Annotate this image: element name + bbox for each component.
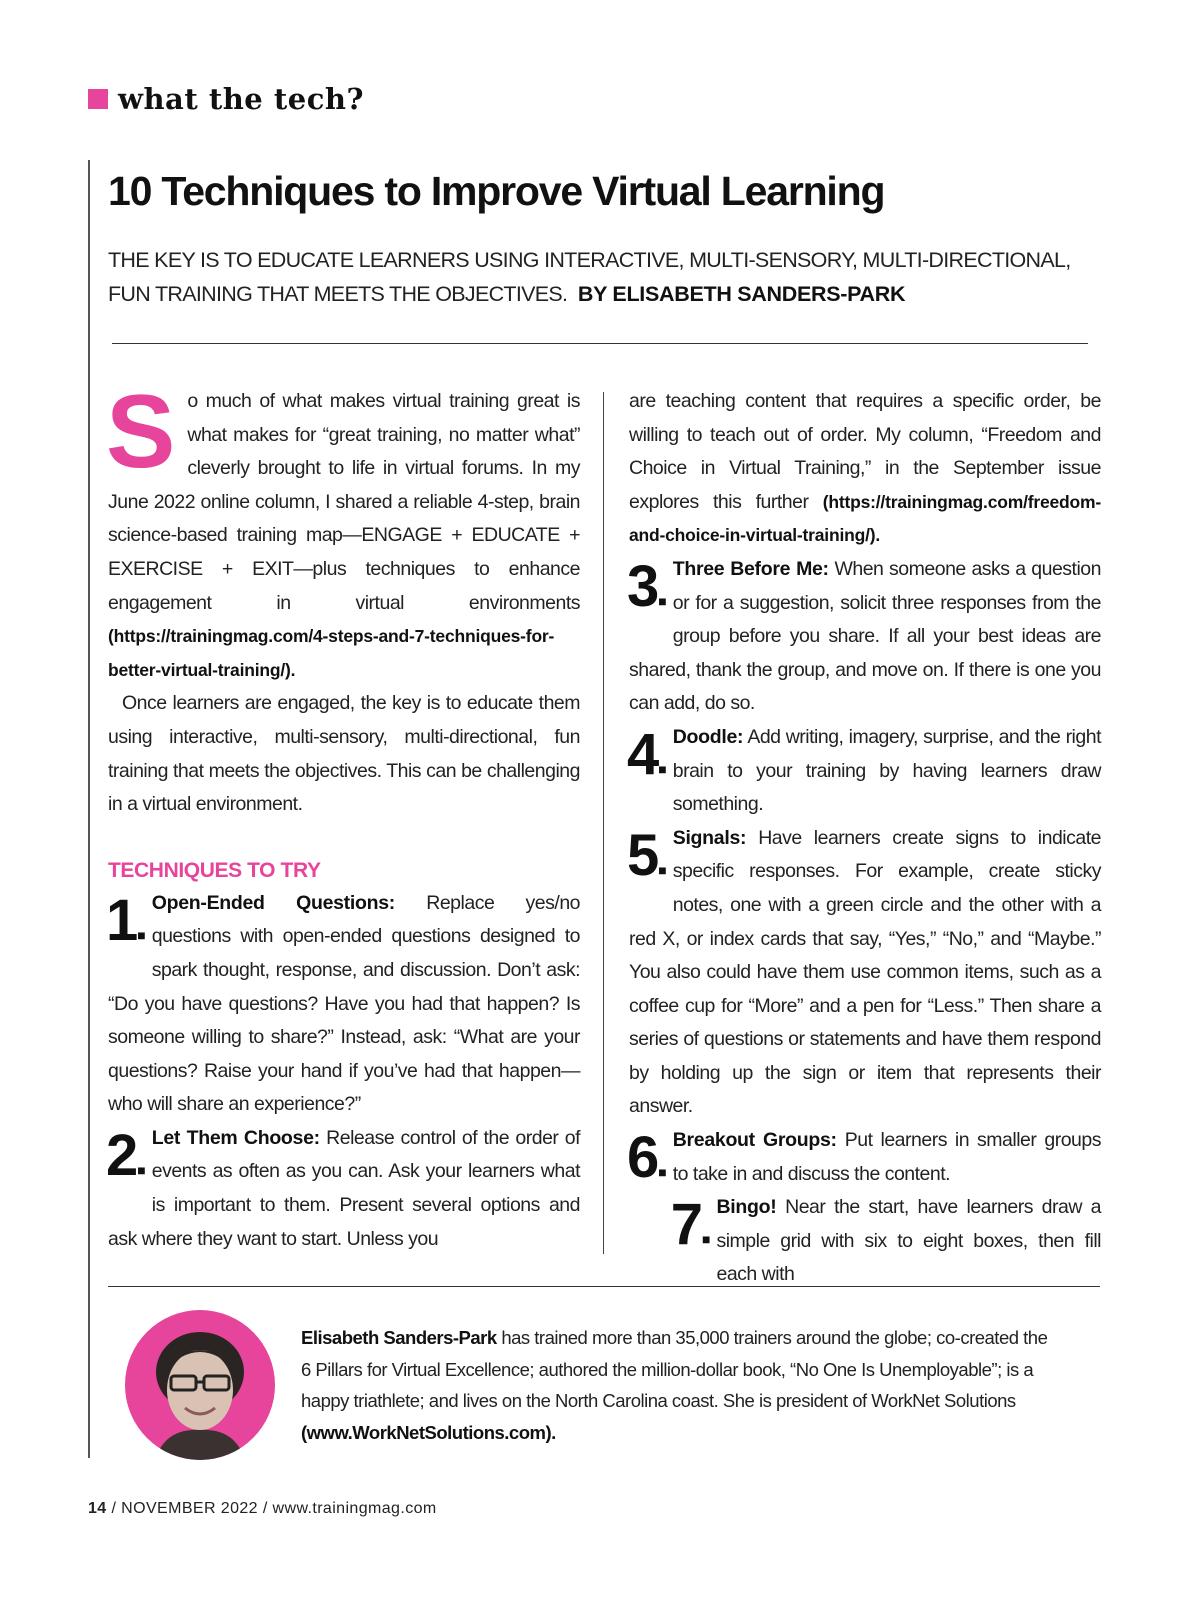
technique-6-title: Breakout Groups:	[672, 1129, 837, 1152]
section-tag	[88, 82, 364, 116]
article-headline: 10 Techniques to Improve Virtual Learning	[108, 168, 885, 214]
technique-1-title: Open-Ended Questions:	[151, 891, 395, 914]
left-margin-rule	[88, 160, 90, 1458]
technique-5	[629, 822, 1101, 1124]
link-4-steps-column[interactable]: (https://trainingmag.com/4-steps-and-7-techniques-for-better-virtual-training/).	[108, 626, 555, 680]
technique-6-text: Put learners in smaller groups to take in and discuss the content.	[672, 1129, 1101, 1185]
technique-4-number: 4■	[627, 721, 667, 787]
page-number: 14	[88, 1500, 107, 1517]
intro-paragraph-2: Once learners are engaged, the key is to educate them using interactive, multi-sensory, multi-directional, fun training that meets the objectives. This can be challenging in a virtual environment.	[108, 692, 580, 816]
bio-divider	[108, 1286, 1100, 1287]
section-tag-text: what the tech?	[118, 82, 364, 116]
technique-2	[108, 1122, 580, 1256]
technique-4-title: Doodle:	[672, 725, 744, 748]
technique-3	[629, 553, 1101, 721]
technique-5-text: Have learners create signs to indicate specific responses. For example, create sticky notes, one with a green circle and the other with a red X, or index cards that say, “Yes,” “No,” and “Maybe.” You also could have them use common items, such as a coffee cup for “More” and a pen for “Less.” Then share a series of questions or statements and have them respond by holding up the sign or item that represents their answer.	[629, 826, 1101, 1118]
link-worknet-solutions[interactable]: (www.WorkNetSolutions.com).	[301, 1421, 556, 1443]
footer-site[interactable]: www.trainingmag.com	[272, 1500, 437, 1517]
section-tag-square	[88, 89, 108, 109]
technique-7-number: 7■	[670, 1192, 711, 1258]
drop-cap: S	[106, 374, 176, 490]
technique-2-number: 2■	[106, 1122, 146, 1188]
article-deck	[108, 243, 1108, 311]
technique-7-text: Near the start, have learners draw a simple grid with six to eight boxes, then fill each with	[716, 1196, 1101, 1286]
technique-2-title: Let Them Choose:	[151, 1126, 320, 1149]
footer-issue: / NOVEMBER 2022 /	[111, 1500, 268, 1517]
link-freedom-and-choice[interactable]: (https://trainingmag.com/freedom-and-choice-in-virtual-training/).	[629, 491, 1102, 546]
technique-2-text-part-1: Release control of the order of events as often as you can. Ask your learners what is important to them. Present several options and ask where they want to start. Unless you	[108, 1126, 581, 1250]
author-bio	[301, 1322, 1061, 1448]
deck-text: THE KEY IS TO EDUCATE LEARNERS USING INTERACTIVE, MULTI-SENSORY, MULTI-DIRECTIONAL, FUN TRAINING THAT MEETS THE OBJECTIVES.	[108, 248, 1071, 306]
article-column-left	[106, 374, 581, 1256]
technique-7-title: Bingo!	[716, 1196, 777, 1219]
intro-p1-text: o much of what makes virtual training great is what makes for “great training, no matter what” cleverly brought to life in virtual forums. In my June 2022 online column, I shared a reliable 4-step, brain science-based training map—ENGAGE + EDUCATE + EXERCISE + EXIT—plus techniques to enhance engagement in virtual environments	[108, 390, 580, 614]
page-footer	[88, 1500, 437, 1518]
technique-4	[629, 721, 1101, 822]
author-photo	[125, 1310, 275, 1460]
technique-6	[629, 1124, 1101, 1191]
technique-3-text: When someone asks a question or for a suggestion, solicit three responses from the group before you share. If all your best ideas are shared, thank the group, and move on. If there is one you can add, do so.	[629, 557, 1101, 715]
technique-7	[629, 1191, 1101, 1292]
technique-1-text: Replace yes/no questions with open-ended questions designed to spark thought, response, and discussion. Don’t ask: “Do you have questions? Have you had that happen? Is someone willing to share?” Instead, ask: “What are your questions? Raise your hand if you’ve had that happen—who will share an experience?”	[108, 891, 581, 1116]
technique-1	[108, 887, 580, 1122]
technique-6-number: 6■	[627, 1125, 667, 1191]
article-column-right	[629, 385, 1101, 1292]
technique-3-number: 3■	[627, 553, 667, 619]
technique-5-number: 5■	[627, 822, 667, 888]
technique-2-text-part-2: are teaching content that requires a specific order, be willing to teach out of order. My column, “Freedom and Choice in Virtual Training,” in the September issue explores this further	[629, 390, 1101, 513]
author-bio-text: has trained more than 35,000 trainers around the globe; co-created the 6 Pillars for Virtual Excellence; authored the million-dollar book, “No One Is Unemployable”; is a happy triathlete; and lives on the North Carolina coast. She is president of WorkNet Solutions	[301, 1327, 1048, 1411]
technique-3-title: Three Before Me:	[672, 557, 829, 580]
author-name: Elisabeth Sanders-Park	[301, 1327, 497, 1348]
deck-divider	[112, 343, 1088, 344]
column-divider	[603, 392, 604, 1254]
author-portrait-illustration	[125, 1310, 275, 1460]
intro-paragraph-1	[106, 374, 580, 687]
byline: BY ELISABETH SANDERS-PARK	[577, 282, 906, 306]
technique-5-title: Signals:	[672, 826, 747, 849]
technique-4-text: Add writing, imagery, surprise, and the right brain to your training by having learners draw something.	[672, 725, 1101, 816]
technique-1-number: 1■	[106, 887, 146, 953]
technique-2-continued	[629, 385, 1101, 553]
techniques-heading: TECHNIQUES TO TRY	[108, 858, 321, 882]
